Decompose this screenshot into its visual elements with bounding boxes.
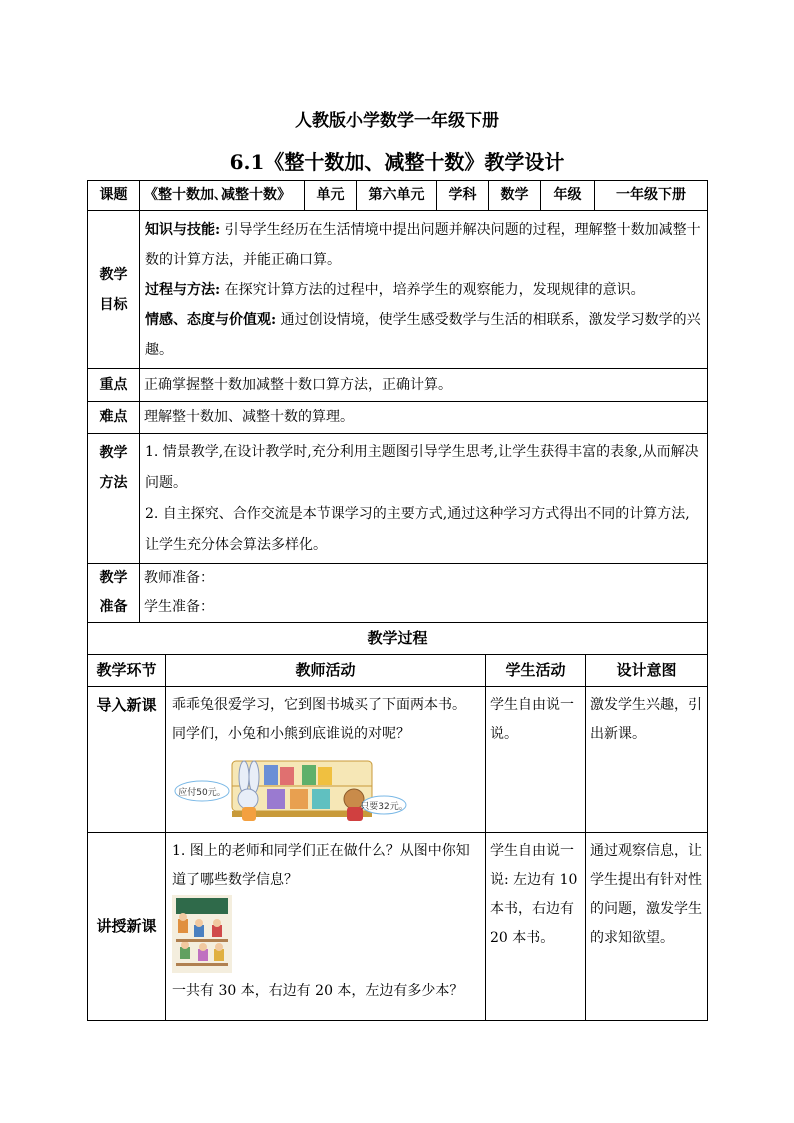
design-intent-intro: 激发学生兴趣，引出新课。: [586, 687, 708, 833]
header-student: 学生活动: [486, 655, 586, 687]
methods-row: [88, 434, 708, 564]
objectives-content: [140, 211, 708, 369]
prep-row: [88, 564, 708, 623]
student-activity-intro: 学生自由说一说。: [486, 687, 586, 833]
process-title-row: [88, 623, 708, 655]
difficulty-row: [88, 402, 708, 434]
objective-process: 过程与方法: 在探究计算方法的过程中，培养学生的观察能力，发现规律的意识。: [145, 281, 645, 298]
document-subtitle: 6.1《整十数加、减整十数》教学设计: [229, 150, 565, 174]
intro-text-1: 乖乖兔很爱学习，它到图书城买了下面两本书。: [172, 697, 466, 713]
prep-label: 教学 准备: [88, 564, 140, 623]
teach-text-1: 1. 图上的老师和同学们正在做什么？从图中你知道了哪些数学信息？: [172, 843, 470, 888]
teacher-prep: 教师准备：: [144, 570, 214, 586]
teacher-activity-intro: [166, 687, 486, 833]
bear-speech: 只要32元。: [360, 802, 408, 812]
rabbit-speech: 应付50元。: [178, 788, 226, 798]
objectives-label: 教学 目标: [88, 211, 140, 369]
topic-label: 课题: [88, 181, 140, 211]
header-stage: 教学环节: [88, 655, 166, 687]
header-intent: 设计意图: [586, 655, 708, 687]
key-point-row: [88, 369, 708, 402]
subject-value: 数学: [489, 181, 541, 211]
info-row: [88, 181, 708, 211]
objective-attitude: 情感、态度与价值观: 通过创设情境，使学生感受数学与生活的相联系，激发学习数学的兴趣。: [145, 311, 701, 358]
process-header-row: [88, 655, 708, 687]
stage-teach: 讲授新课: [88, 833, 166, 1021]
grade-value: 一年级下册: [595, 181, 708, 211]
prep-content: [140, 564, 708, 623]
rabbit-bear-bookshelf-image: [172, 749, 408, 827]
classroom-image: [172, 895, 232, 973]
design-intent-teach: 通过观察信息，让学生提出有针对性的问题，激发学生的求知欲望。: [586, 833, 708, 1021]
method-2: 2. 自主探究、合作交流是本节课学习的主要方式,通过这种学习方式得出不同的计算方法,让学生充分体会算法多样化。: [145, 505, 690, 553]
subject-label: 学科: [437, 181, 489, 211]
student-prep: 学生准备：: [144, 599, 214, 615]
methods-label: 教学 方法: [88, 434, 140, 564]
process-table: [87, 622, 708, 1021]
unit-value: 第六单元: [357, 181, 437, 211]
student-activity-teach: 学生自由说一说: 左边有 10 本书，右边有 20 本书。: [486, 833, 586, 1021]
key-point-text: 正确掌握整十数加减整十数口算方法，正确计算。: [140, 369, 708, 402]
objective-knowledge: 知识与技能: 引导学生经历在生活情境中提出问题并解决问题的过程，理解整十数加减整十数的计算方法，并能正确口算。: [145, 221, 701, 268]
teach-text-2: 一共有 30 本，右边有 20 本，左边有多少本？: [172, 983, 464, 999]
topic-value: 《整十数加､减整十数》: [140, 181, 305, 211]
intro-text-2: 同学们，小兔和小熊到底谁说的对呢？: [172, 726, 410, 742]
process-row-teach: [88, 833, 708, 1021]
difficulty-text: 理解整十数加、减整十数的算理。: [140, 402, 708, 434]
key-point-label: 重点: [88, 369, 140, 402]
difficulty-label: 难点: [88, 402, 140, 434]
document-title: 人教版小学数学一年级下册: [295, 111, 499, 131]
objectives-row: [88, 211, 708, 369]
grade-label: 年级: [541, 181, 595, 211]
teacher-activity-teach: [166, 833, 486, 1021]
methods-content: [140, 434, 708, 564]
lesson-info-table: [87, 180, 708, 623]
process-title: 教学过程: [88, 623, 708, 655]
unit-label: 单元: [305, 181, 357, 211]
process-row-intro: [88, 687, 708, 833]
stage-intro: 导入新课: [88, 687, 166, 833]
header-teacher: 教师活动: [166, 655, 486, 687]
method-1: 1. 情景教学,在设计教学时,充分利用主题图引导学生思考,让学生获得丰富的表象,从而解决问题。: [145, 443, 699, 491]
